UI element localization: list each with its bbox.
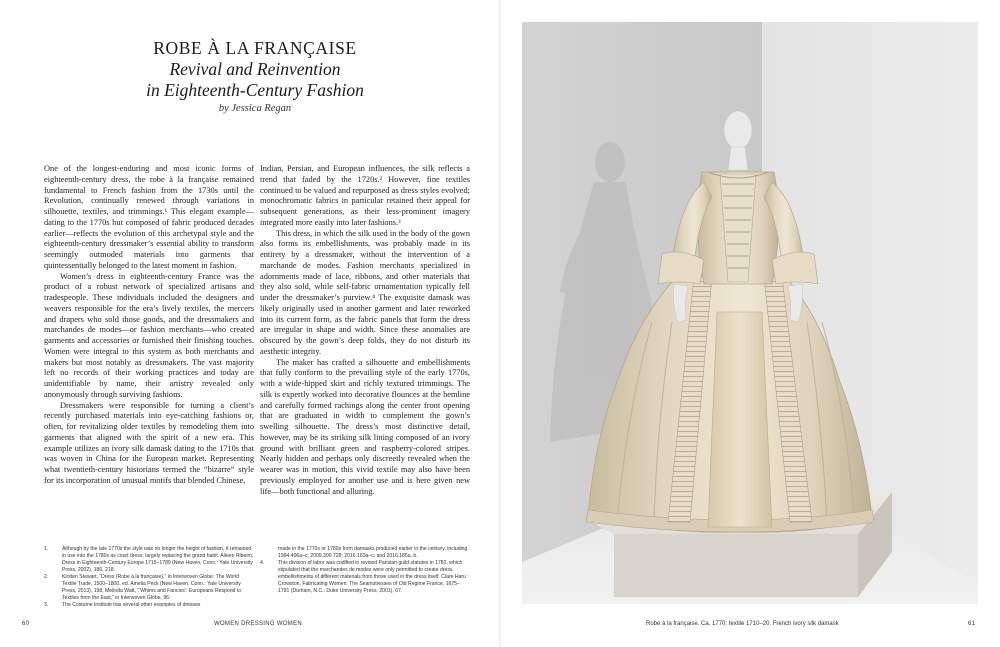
footnote-text: made in the 1770s or 1780s from damasks produced earlier in the century, including 1994.406a–c; 2009.300.728; 2016.183a–c; and 2016.185a, b. — [278, 546, 468, 559]
petticoat-panel — [708, 312, 772, 527]
paragraph: Indian, Persian, and European influences, the silk reflects a trend that faded by the 1720s.² However, fine textiles continued to be valued and repurposed as dress styles evolved; monochromatic fabrics in particular retained their appeal for subsequent generations, as their less-prominent imagery integrated more easily into later fashions.³ — [260, 164, 470, 227]
paragraph: This dress, in which the silk used in the body of the gown also forms its embellishments, was probably made in its entirety by a dressmaker, without the intervention of a marchande de modes. Fashion merchants specialized in adornments made of lace, ribbons, and other materials that they also sold, while self-fabric ornamentation typically fell under the dressmaker’s purview.⁴ The exquisite damask was likely originally used in another garment and later reworked into its current form, as the fabric panels that form the dress are irregular in shape and width. Since these anomalies are obscured by the gown’s deep folds, they do not disturb its aesthetic integrity. — [260, 228, 470, 356]
footnote-number: 3. — [44, 602, 49, 608]
page-number-right: 61 — [968, 621, 976, 627]
footnote-number: 2. — [44, 574, 49, 580]
footnote — [44, 574, 254, 602]
article-title: ROBE À LA FRANÇAISE — [153, 38, 357, 58]
book-gutter — [499, 0, 501, 647]
article-subtitle-line-1: Revival and Reinvention — [169, 59, 341, 79]
footnote — [44, 602, 254, 609]
footnote — [44, 546, 254, 574]
author-byline: by Jessica Regan — [218, 103, 292, 114]
footnotes-left — [44, 546, 254, 609]
gown-photograph — [522, 22, 978, 604]
running-head: WOMEN DRESSING WOMEN — [214, 621, 302, 627]
paragraph: The maker has crafted a silhouette and embellishments that fully conform to the prevailing style of the early 1770s, with a wide-hipped skirt and richly textured trimmings. The silk is expertly worked into decorative flounces at the hemline and carefully formed rachings along the center front opening that are graduated in width to complement the gown’s swelling silhouette. The dress’s most distinctive detail, however, may be its striking silk lining composed of an ivory ground with brilliant green and raspberry-colored stripes. Nearly hidden and perhaps only discreetly revealed when the wearer was in motion, this vivid textile may also have been previously employed for another use and is here given new life—both functional and alluring. — [260, 357, 470, 496]
article-heading — [120, 38, 390, 101]
footnote — [260, 560, 470, 595]
photo-caption: Robe à la française. Ca. 1770; textile 1710–20. French ivory silk damask — [646, 621, 839, 627]
footnotes-right — [260, 546, 470, 595]
left-sleeve-flounce — [658, 252, 704, 284]
plinth-front — [614, 534, 858, 597]
footnote-number: 1. — [44, 546, 49, 552]
footnote-text: This division of labor was codified in revised Parisian guild statutes in 1782, which stipulated that the marchandes de modes were only permitted to create dress embellishments of different materials from those used in the dress itself. Clare Haru Crowston, Fabricating Women: The Seamstresses of Old Regime France, 1675–1791 (Durham, N.C.: Duke University Press, 2001), 67. — [278, 560, 466, 594]
body-column-left — [44, 164, 254, 487]
footnote — [260, 546, 470, 560]
page-number-left: 60 — [22, 621, 30, 627]
footnote-text: Although by the late 1770s the style was no longer the height of fashion, it remained in use into the 1780s as court dress, largely replacing the grand habit. Aileen Ribeiro, Dress in Eighteenth-Century Europe 1715–1789 (New Haven, Conn.: Yale University Press, 2002), 186, 218. — [62, 546, 254, 573]
footnote-number — [260, 546, 278, 560]
right-sleeve-flounce — [772, 252, 818, 284]
footnote-number: 4. — [260, 560, 265, 566]
footnote-text: Kirsten Stewart, “Dress (Robe à la française),” in Interwoven Globe: The World Textile Trade, 1500–1800, ed. Amelia Peck (New Haven, Conn.: Yale University Press, 2013), 198; Melinda Watt, “‘Whims and Fancies’: Europeans Respond to Textiles from the East,” in Interwoven Globe, 96. — [62, 574, 242, 601]
body-column-right — [260, 164, 470, 497]
paragraph: Dressmakers were responsible for turning a client’s recently purchased materials into eye-catching fashions or, often, for revitalizing older textiles by remodeling them into garments that aligned with the spirit of a new era. This example utilizes an ivory silk damask dating to the 1710s that was woven in China for the European market. Representing what twentieth-century historians termed the “bizarre” style for its incorporation of unusual motifs that blended Chinese, — [44, 400, 254, 485]
article-subtitle-line-2: in Eighteenth-Century Fashion — [146, 80, 364, 100]
paragraph: Women’s dress in eighteenth-century France was the product of a robust network of specialized artisans and tradespeople. These individuals included the designers and weavers responsible for the era’s lively textiles, the mercers and drapers who sold those goods, and the dressmakers and marchandes de modes—or fashion merchants—who created garments and accessories or furnished their finishing touches. Women were integral to this system as both merchants and makers but most notably as dressmakers. The vast majority left no records of their working practices and today are unidentifiable by name, their artistry revealed only anonymously through surviving fashions. — [44, 271, 254, 399]
gown-illustration — [522, 22, 978, 604]
paragraph: One of the longest-enduring and most iconic forms of eighteenth-century dress, the robe à la française remained fundamental to French fashion from the 1730s until the Revolution, continually renewed through variations in silhouette, textiles, and trimmings.¹ This elegant example—dating to the 1770s but composed of fabric produced decades earlier—reflects the evolution of this archetypal style and the eighteenth-century dressmaker’s essential ability to transform seemingly outmoded materials into garments that quintessentially belonged to the latest moment in fashion. — [44, 164, 254, 270]
footnote-text: The Costume Institute has several other examples of dresses — [62, 602, 201, 608]
